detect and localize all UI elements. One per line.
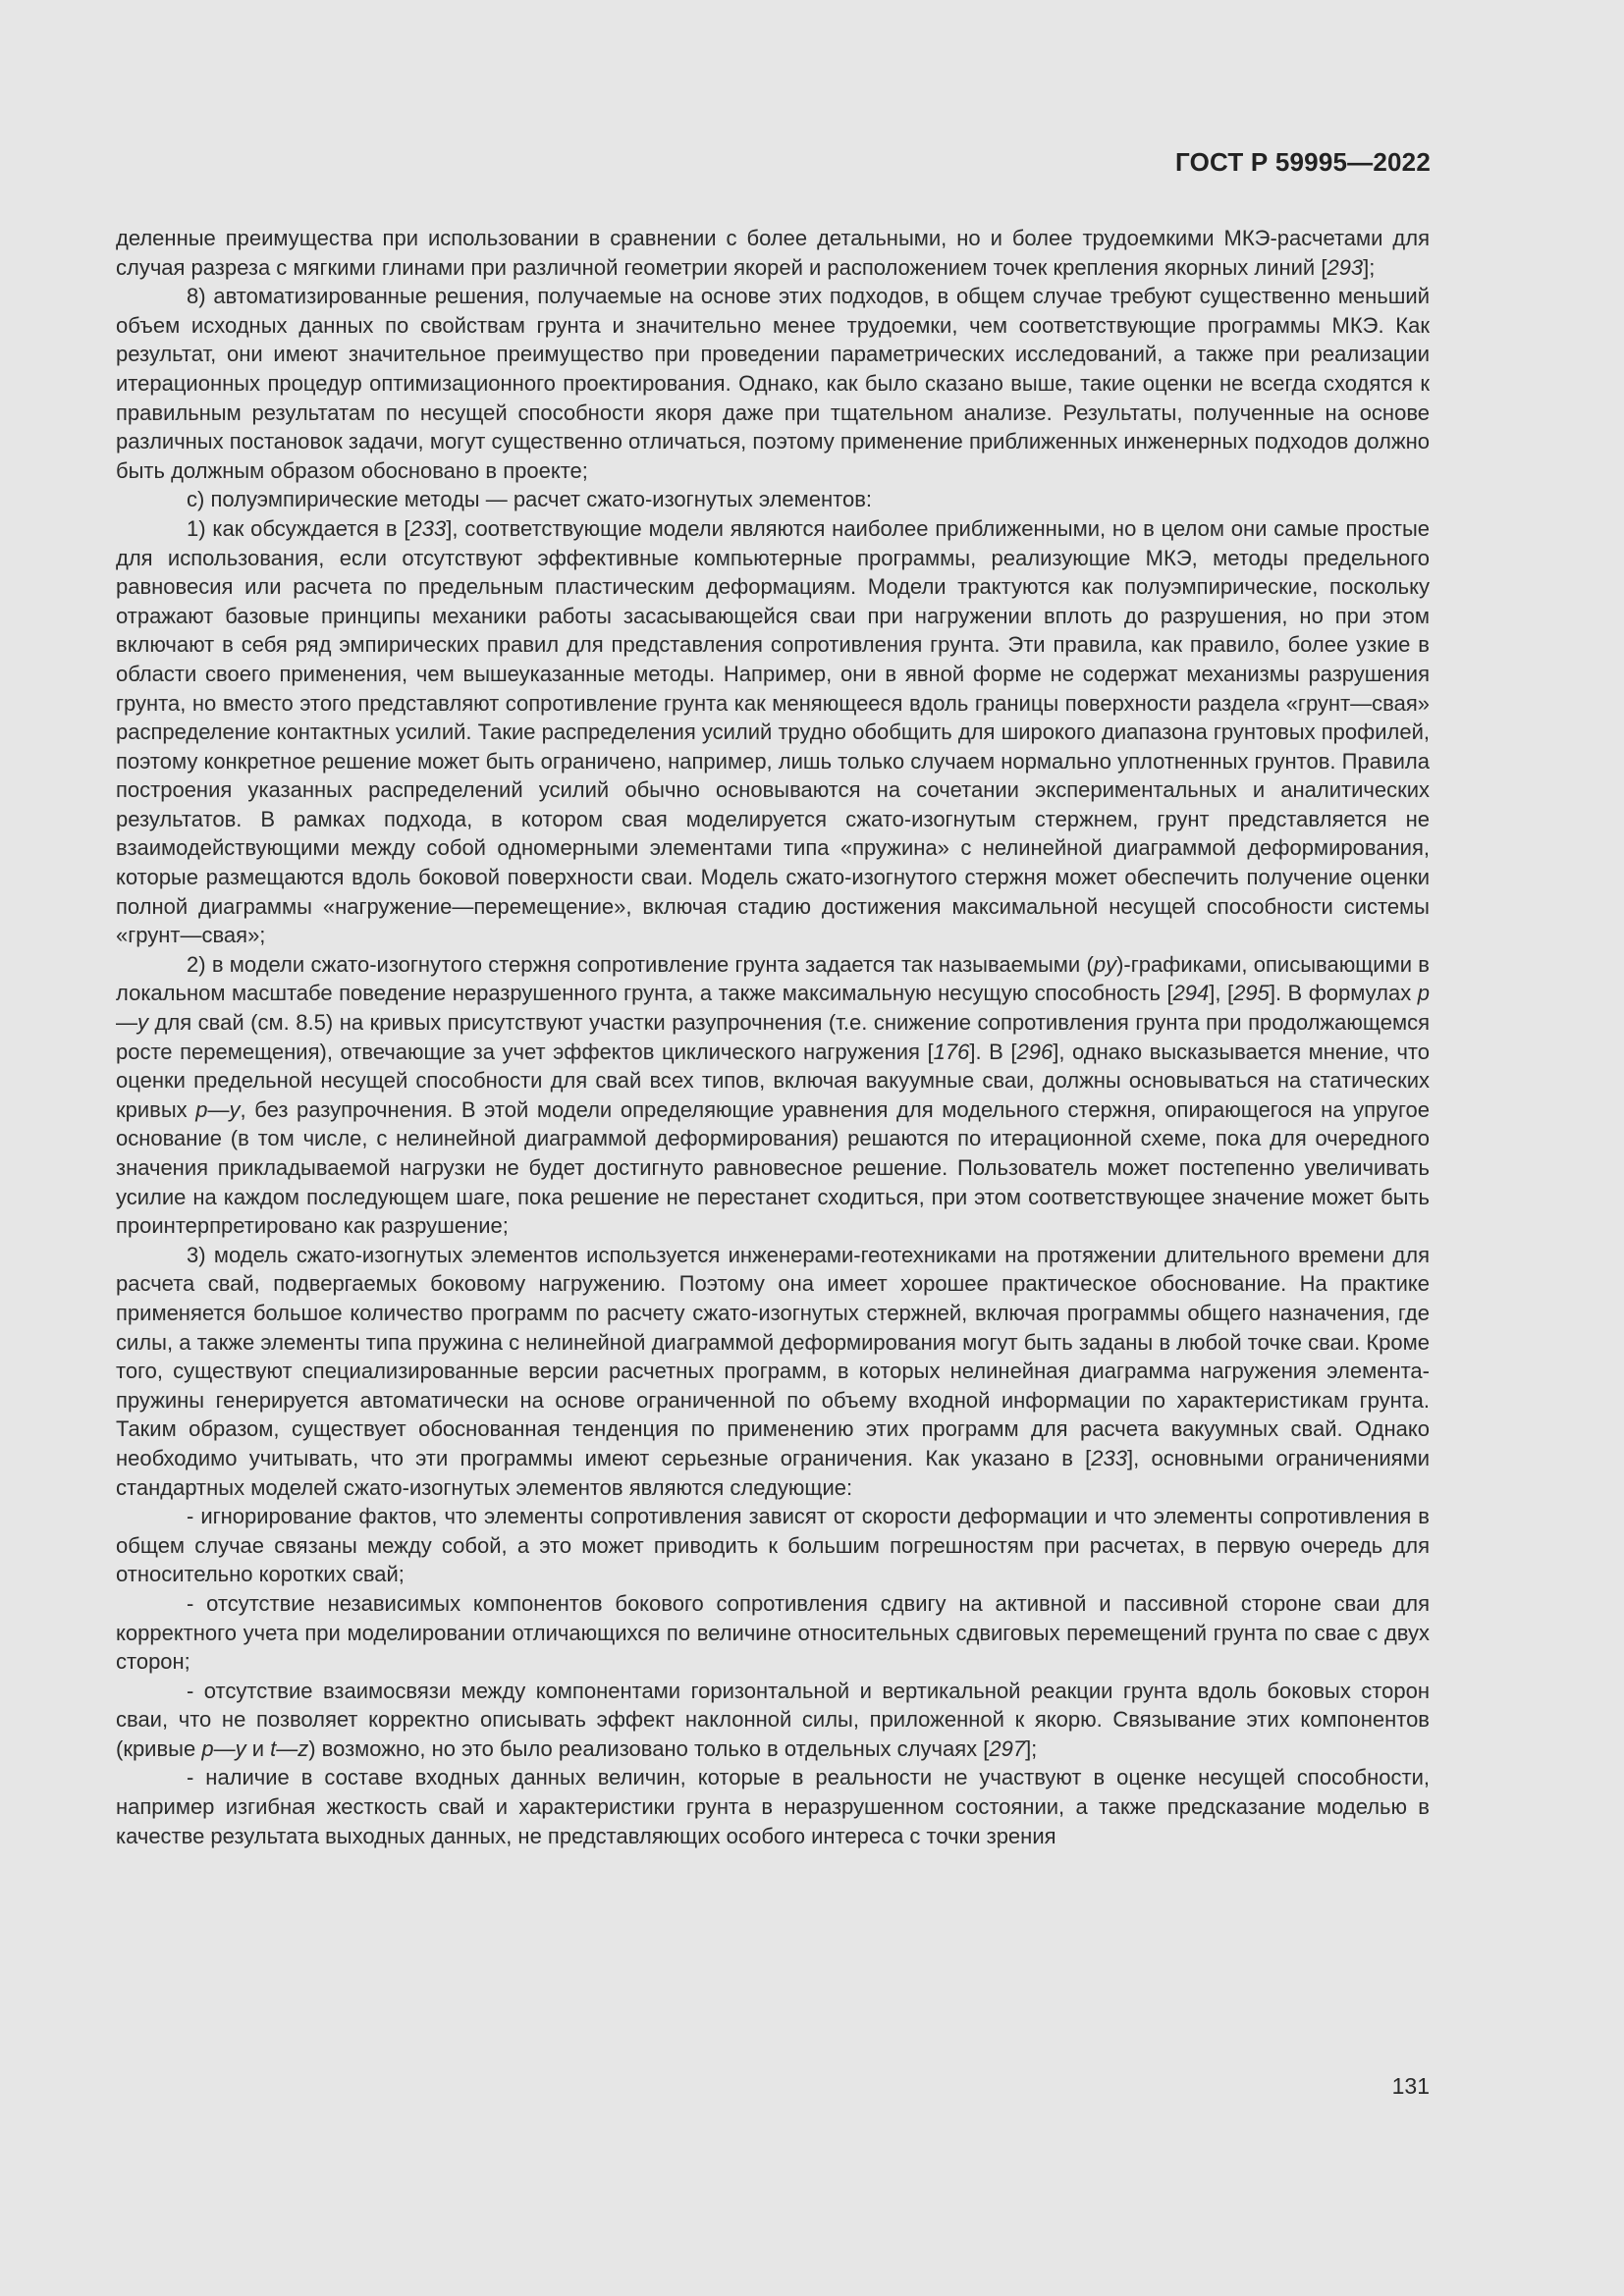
- text-run: c) полуэмпирические методы — расчет сжато-изогнутых элементов:: [187, 487, 873, 512]
- text-run: деленные преимущества при использовании в сравнении с более детальными, но и более трудоемкими МКЭ-расчетами для случая разреза с мягкими глинами при различной геометрии якорей и расположением точек крепления якорных линий [: [116, 226, 1430, 280]
- text-run: ], соответствующие модели являются наиболее приближенными, но в целом они самые простые для использования, если отсутствуют эффективные компьютерные программы, реализующие МКЭ, методы предельного равновесия или расчета по предельным пластическим деформациям. Модели трактуются как полуэмпирические, поскольку отражают базовые принципы механики работы засасывающейся сваи при нагружении вплоть до разрушения, но при этом включают в себя ряд эмпирических правил для представления сопротивления грунта. Эти правила, как правило, более узкие в области своего применения, чем вышеуказанные методы. Например, они в явной форме не содержат механизмы разрушения грунта, но вместо этого представляют сопротивление грунта как меняющееся вдоль границы поверхности раздела «грунт—свая» распределение контактных усилий. Такие распределения усилий трудно обобщить для широкого диапазона грунтовых профилей, поэтому конкретное решение может быть ограничено, например, лишь только случаем нормально уплотненных грунтов. Правила построения указанных распределений усилий обычно основываются на сочетании экспериментальных и аналитических результатов. В рамках подхода, в котором свая моделируется сжато-изогнутым стержнем, грунт представляется не взаимодействующими между собой одномерными элементами типа «пружина» с нелинейной диаграммой деформирования, которые размещаются вдоль боковой поверхности сваи. Модель сжато-изогнутого стержня может обеспечить получение оценки полной диаграммы «нагружение—перемещение», включая стадию достижения максимальной несущей способности системы «грунт—свая»;: [116, 515, 1430, 948]
- list-item-limitation-1: [116, 1502, 1430, 1589]
- italic-text: 233: [409, 515, 447, 541]
- paragraph-item-3: [116, 1241, 1430, 1502]
- text-run: 1) как обсуждается в [: [187, 515, 410, 541]
- document-body: [116, 224, 1430, 1850]
- text-run: для свай (см. 8.5) на кривых присутствуют участки разупрочнения (т.е. снижение сопротивления грунта при продолжающемся росте перемещения), отвечающие за учет эффектов циклического нагружения [: [116, 1010, 1430, 1064]
- text-run: , без разупрочнения. В этой модели определяющие уравнения для модельного стержня, опирающегося на упругое основание (в том числе, с нелинейной диаграммой деформирования) решаются по итерационной схеме, пока для очередного значения прикладываемой нагрузки не будет достигнуто равновесное решение. Пользователь может постепенно увеличивать усилие на каждом последующем шаге, пока решение не перестанет сходиться, при этом соответствующее значение может быть проинтерпретировано как разрушение;: [116, 1096, 1430, 1239]
- paragraph-item-2: [116, 950, 1430, 1241]
- text-run: - отсутствие взаимосвязи между компонентами горизонтальной и вертикальной реакции грунта вдоль боковых сторон сваи, что не позволяет корректно описывать эффект наклонной силы, приложенной к якорю. Связывание этих компонентов (кривые: [116, 1678, 1430, 1761]
- italic-text: 176: [933, 1039, 970, 1064]
- text-run: —: [116, 1010, 137, 1036]
- italic-text: 295: [1233, 981, 1270, 1006]
- page-number: 131: [1391, 2073, 1430, 2099]
- text-run: —: [276, 1735, 298, 1761]
- italic-text: y: [137, 1010, 148, 1036]
- text-run: —: [207, 1096, 230, 1122]
- italic-text: 294: [1172, 981, 1210, 1006]
- italic-text: z: [298, 1735, 309, 1761]
- text-run: ]. В формулах: [1269, 981, 1418, 1006]
- italic-text: 296: [1016, 1039, 1054, 1064]
- text-run: ) возможно, но это было реализовано только в отдельных случаях [: [308, 1735, 990, 1761]
- italic-text: 293: [1326, 254, 1364, 280]
- text-run: ], [: [1209, 981, 1234, 1006]
- italic-text: t: [270, 1735, 277, 1761]
- text-run: ];: [1025, 1735, 1038, 1761]
- text-run: 3) модель сжато-изогнутых элементов используется инженерами-геотехниками на протяжении длительного времени для расчета свай, подвергаемых боковому нагружению. Поэтому она имеет хорошее практическое обоснование. На практике применяется большое количество программ по расчету сжато-изогнутых стержней, включая программы общего назначения, где силы, а также элементы типа пружина с нелинейной диаграммой деформирования могут быть заданы в любой точке сваи. Кроме того, существуют специализированные версии расчетных программ, в которых нелинейная диаграмма нагружения элемента-пружины генерируется автоматически на основе ограниченной по объему входной информации по характеристикам грунта. Таким образом, существует обоснованная тенденция по применению этих программ для расчета вакуумных свай. Однако необходимо учитывать, что эти программы имеют серьезные ограничения. Как указано в [: [116, 1242, 1430, 1470]
- italic-text: 297: [989, 1735, 1026, 1761]
- text-run: 2) в модели сжато-изогнутого стержня сопротивление грунта задается так называемыми (: [187, 951, 1094, 977]
- text-run: ], основными ограничениями стандартных моделей сжато-изогнутых элементов являются следующие:: [116, 1445, 1430, 1500]
- paragraph-item-8: [116, 282, 1430, 485]
- italic-text: p: [195, 1096, 208, 1122]
- list-item-limitation-4: [116, 1763, 1430, 1850]
- paragraph-item-1: [116, 514, 1430, 950]
- text-run: - наличие в составе входных данных величин, которые в реальности не участвуют в оценке несущей способности, например изгибная жесткость свай и характеристики грунта в неразрушенном состоянии, а также предсказание моделью в качестве результата выходных данных, не представляющих особого интереса с точки зрения: [116, 1765, 1430, 1848]
- text-run: ], однако высказывается мнение, что оценки предельной несущей способности для свай всех типов, включая вакуумные сваи, должны основываться на статических кривых: [116, 1039, 1430, 1122]
- paragraph-item-c: [116, 485, 1430, 514]
- text-run: ]. В [: [969, 1039, 1017, 1064]
- text-run: - игнорирование фактов, что элементы сопротивления зависят от скорости деформации и что элементы сопротивления в общем случае связаны между собой, а это может приводить к большим погрешностям при расчетах, в первую очередь для относительно коротких свай;: [116, 1504, 1430, 1587]
- italic-text: 233: [1091, 1445, 1128, 1470]
- text-run: —: [213, 1735, 236, 1761]
- text-run: 8) автоматизированные решения, получаемые на основе этих подходов, в общем случае требуют существенно меньший объем исходных данных по свойствам грунта и значительно менее трудоемки, чем соответствующие программы МКЭ. Как результат, они имеют значительное преимущество при проведении параметрических исследований, а также при реализации итерационных процедур оптимизационного проектирования. Однако, как было сказано выше, такие оценки не всегда сходятся к правильным результатам по несущей способности якоря даже при тщательном анализе. Результаты, полученные на основе различных постановок задачи, могут существенно отличаться, поэтому применение приближенных инженерных подходов должно быть должным образом обосновано в проекте;: [116, 284, 1430, 483]
- italic-text: py: [1093, 951, 1117, 977]
- italic-text: p: [201, 1735, 214, 1761]
- italic-text: y: [235, 1735, 246, 1761]
- list-item-limitation-2: [116, 1589, 1430, 1677]
- text-run: и: [245, 1735, 271, 1761]
- document-standard-id: ГОСТ Р 59995—2022: [1175, 147, 1431, 177]
- italic-text: y: [229, 1096, 241, 1122]
- italic-text: p: [1417, 981, 1430, 1006]
- paragraph-continuation: [116, 224, 1430, 282]
- text-run: ];: [1363, 254, 1376, 280]
- text-run: - отсутствие независимых компонентов бокового сопротивления сдвигу на активной и пассивной стороне сваи для корректного учета при моделировании отличающихся по величине относительных сдвиговых перемещений грунта по свае с двух сторон;: [116, 1590, 1430, 1675]
- text-run: )-графиками, описывающими в локальном масштабе поведение неразрушенного грунта, а также максимальную несущую способность [: [116, 951, 1430, 1006]
- list-item-limitation-3: [116, 1677, 1430, 1764]
